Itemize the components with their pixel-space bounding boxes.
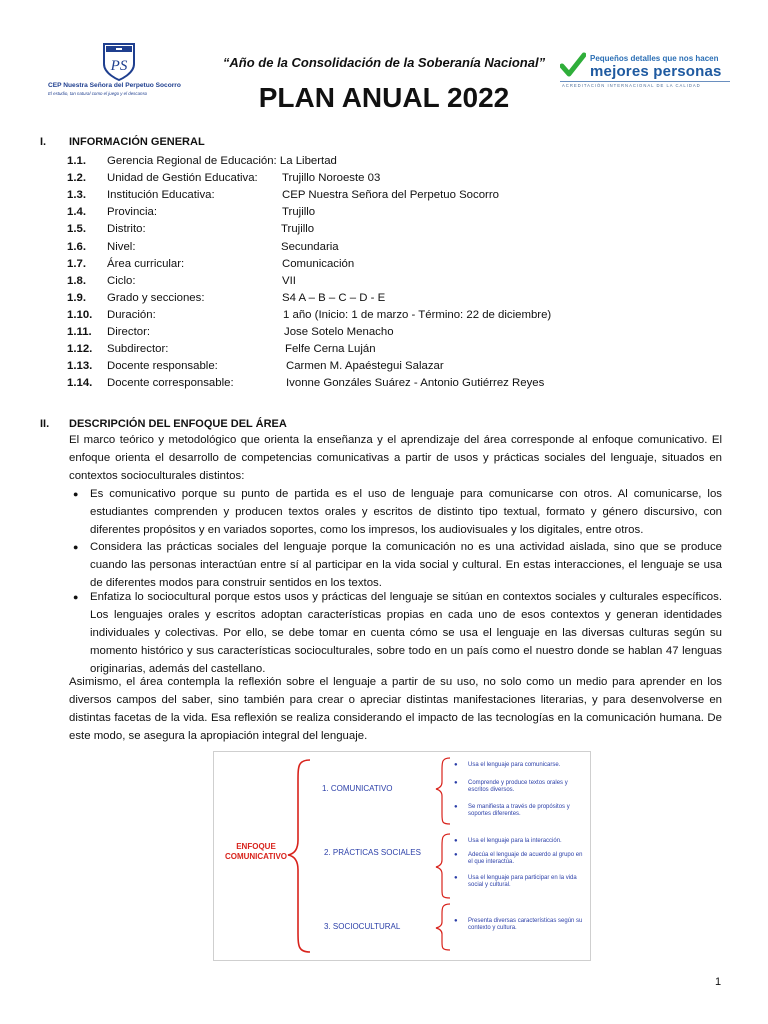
info-row-value: Trujillo	[281, 223, 315, 236]
bullet-social-practices: Considera las prácticas sociales del lenguaje porque la comunicación no es una actividad aislada, sino que se produce cuando las personas interactúan entre sí al participar en la vida social y cultural. En estas interacciones, el lenguaje se usa de diferentes modos para construir sentidos en los textos.	[90, 541, 722, 589]
info-row-value: Comunicación	[282, 257, 355, 270]
diagram-bullet-icon: ●	[454, 918, 458, 924]
info-row-label: Gerencia Regional de Educación: La Libertad	[107, 155, 337, 167]
closing-paragraph: Asimismo, el área contempla la reflexión sobre el lenguaje a partir de su uso, no solo como un medio para aprender en los diversos campos del saber, sino también para crear o apreciar distintas manifestaciones literarias, y para desenvolverse en distintas facetas de la vida. Esa reflexión se realiza considerando el impacto de las tecnologías en la comunicación humana. De este modo, se asegura la apropiación integral del lenguaje.	[69, 676, 722, 742]
diagram-branch-communicative: 1. COMUNICATIVO	[322, 784, 393, 793]
info-row-value: Felfe Cerna Luján	[285, 343, 376, 356]
diagram-bullet-icon: ●	[454, 762, 458, 768]
diagram-bullet-icon: ●	[454, 875, 458, 881]
info-row-label: Institución Educativa:	[107, 189, 215, 202]
diagram-item: Presenta diversas características según su contexto y cultura.	[468, 918, 583, 932]
info-row-number: 1.14.	[67, 377, 93, 390]
bullet-icon: ●	[73, 542, 79, 552]
info-row	[0, 155, 768, 172]
bullet-communicative: Es comunicativo porque su punto de partida es el uso de lenguaje para comunicarse con otros. Al comunicarse, los estudiantes comprenden y producen textos orales y escritos de distinto tipo textual, formato y género discursivo, con diferentes propósitos y en variados soportes, como los impresos, los audiovisuales y los digitales, entre otros.	[90, 488, 722, 536]
info-row	[0, 343, 768, 360]
diagram-item: Usa el lenguaje para comunicarse.	[468, 762, 561, 768]
info-row-number: 1.4.	[67, 206, 86, 219]
info-row-value: Trujillo	[282, 206, 316, 219]
info-row-number: 1.2.	[67, 172, 86, 185]
info-row	[0, 275, 768, 292]
info-row-number: 1.9.	[67, 291, 86, 304]
info-row-value: Ivonne Gonzáles Suárez - Antonio Gutiérrez Reyes	[286, 377, 545, 390]
section-2-title: DESCRIPCIÓN DEL ENFOQUE DEL ÁREA	[69, 418, 287, 430]
school-name: CEP Nuestra Señora del Perpetuo Socorro	[48, 82, 181, 89]
info-row-value: Trujillo Noroeste 03	[282, 172, 381, 185]
bullet-sociocultural: Enfatiza lo sociocultural porque estos usos y prácticas del lenguaje se sitúan en contextos sociales y culturales específicos. Los lenguajes orales y escritos adoptan características propias en cada uno de esos contextos y generan identidades individuales y colectivas. Por ello, se debe tomar en cuenta cómo se usa el lenguaje en las diversas culturas según su momento histórico y sus características socioculturales, sobre todo en un país como el nuestro donde se hablan 47 lenguas originarias, además del castellano.	[90, 591, 722, 675]
approach-diagram	[213, 751, 591, 961]
school-logo	[44, 42, 204, 108]
info-row-label: Duración:	[107, 308, 156, 321]
info-row-number: 1.7.	[67, 257, 86, 270]
diagram-item: Usa el lenguaje para la interacción.	[468, 838, 562, 844]
info-row-value: Carmen M. Apaéstegui Salazar	[286, 360, 444, 373]
info-row-label: Grado y secciones:	[107, 291, 205, 304]
slogan-line1: Pequeños detalles que nos hacen	[590, 54, 719, 63]
info-row	[0, 189, 768, 206]
page-number: 1	[715, 976, 722, 988]
info-row-number: 1.12.	[67, 343, 93, 356]
info-row	[0, 223, 768, 240]
info-row	[0, 258, 768, 275]
info-row-number: 1.1.	[67, 155, 86, 167]
info-row-value: S4 A – B – C – D - E	[282, 291, 386, 304]
info-row-label: Docente responsable:	[107, 360, 218, 373]
intro-paragraph: El marco teórico y metodológico que orienta la enseñanza y el aprendizaje del área corresponde al enfoque comunicativo. El enfoque orienta el desarrollo de competencias comunicativas a partir de usos y prácticas sociales del lenguaje, situados en contextos socioculturales distintos:	[69, 434, 722, 482]
page-title: PLAN ANUAL 2022	[258, 82, 510, 113]
section-1-title: INFORMACIÓN GENERAL	[69, 136, 205, 148]
info-row-number: 1.11.	[67, 326, 92, 338]
diagram-bullet-icon: ●	[454, 780, 458, 786]
info-row-number: 1.6.	[67, 240, 86, 253]
diagram-item: Comprende y produce textos orales y escritos diversos.	[468, 780, 568, 794]
info-row-label: Provincia:	[107, 206, 158, 219]
diagram-bullet-icon: ●	[454, 838, 458, 844]
info-row	[0, 206, 768, 223]
info-row-number: 1.3.	[67, 189, 86, 202]
info-row	[0, 326, 768, 343]
school-motto: El estudio, tan natural como el juego y el descanso	[48, 91, 148, 96]
info-row-label: Área curricular:	[107, 257, 185, 270]
info-row-label: Director:	[107, 326, 151, 338]
section-2-number: II.	[40, 418, 50, 430]
logo-monogram: PS	[110, 58, 128, 74]
shield-icon	[102, 42, 136, 82]
info-row	[0, 377, 768, 394]
slogan-line2: mejores personas	[590, 63, 722, 80]
info-row-label: Nivel:	[107, 240, 136, 253]
year-motto: “Año de la Consolidación de la Soberanía Nacional”	[222, 55, 546, 70]
slogan-divider	[560, 81, 730, 82]
info-row-number: 1.5.	[67, 223, 86, 236]
info-row	[0, 172, 768, 189]
slogan-line3: ACREDITACIÓN INTERNACIONAL DE LA CALIDAD	[562, 83, 701, 88]
accreditation-logo	[556, 52, 732, 92]
diagram-item: Se manifiesta a través de propósitos y soportes diferentes.	[468, 804, 570, 818]
info-row-value: CEP Nuestra Señora del Perpetuo Socorro	[282, 189, 499, 202]
info-row-label: Distrito:	[107, 223, 146, 236]
info-row-label: Subdirector:	[107, 343, 169, 356]
info-row-label: Ciclo:	[107, 274, 136, 287]
checkmark-icon	[560, 52, 586, 78]
info-row-value: Secundaria	[281, 240, 339, 253]
diagram-item: Usa el lenguaje para participar en la vida social y cultural.	[468, 875, 577, 889]
diagram-root-label: ENFOQUE COMUNICATIVO	[224, 842, 288, 861]
diagram-bullet-icon: ●	[454, 852, 458, 858]
bullet-icon: ●	[73, 489, 79, 499]
info-row	[0, 292, 768, 309]
diagram-branch-social: 2. PRÁCTICAS SOCIALES	[324, 848, 421, 857]
info-row-value: Jose Sotelo Menacho	[284, 326, 394, 338]
info-row	[0, 309, 768, 326]
diagram-branch-sociocultural: 3. SOCIOCULTURAL	[324, 922, 401, 931]
info-row-value: VII	[282, 274, 296, 287]
info-row-label: Docente corresponsable:	[107, 377, 234, 390]
diagram-bullet-icon: ●	[454, 804, 458, 810]
diagram-item: Adecúa el lenguaje de acuerdo al grupo en el que interactúa.	[468, 852, 583, 866]
info-row-label: Unidad de Gestión Educativa:	[107, 172, 258, 185]
info-row	[0, 241, 768, 258]
info-row-value: 1 año (Inicio: 1 de marzo - Término: 22 de diciembre)	[283, 308, 552, 321]
info-row	[0, 360, 768, 377]
info-row-number: 1.13.	[67, 360, 93, 373]
bullet-icon: ●	[73, 592, 79, 602]
info-row-number: 1.8.	[67, 274, 86, 287]
info-row-number: 1.10.	[67, 308, 93, 321]
section-1-number: I.	[40, 136, 47, 148]
